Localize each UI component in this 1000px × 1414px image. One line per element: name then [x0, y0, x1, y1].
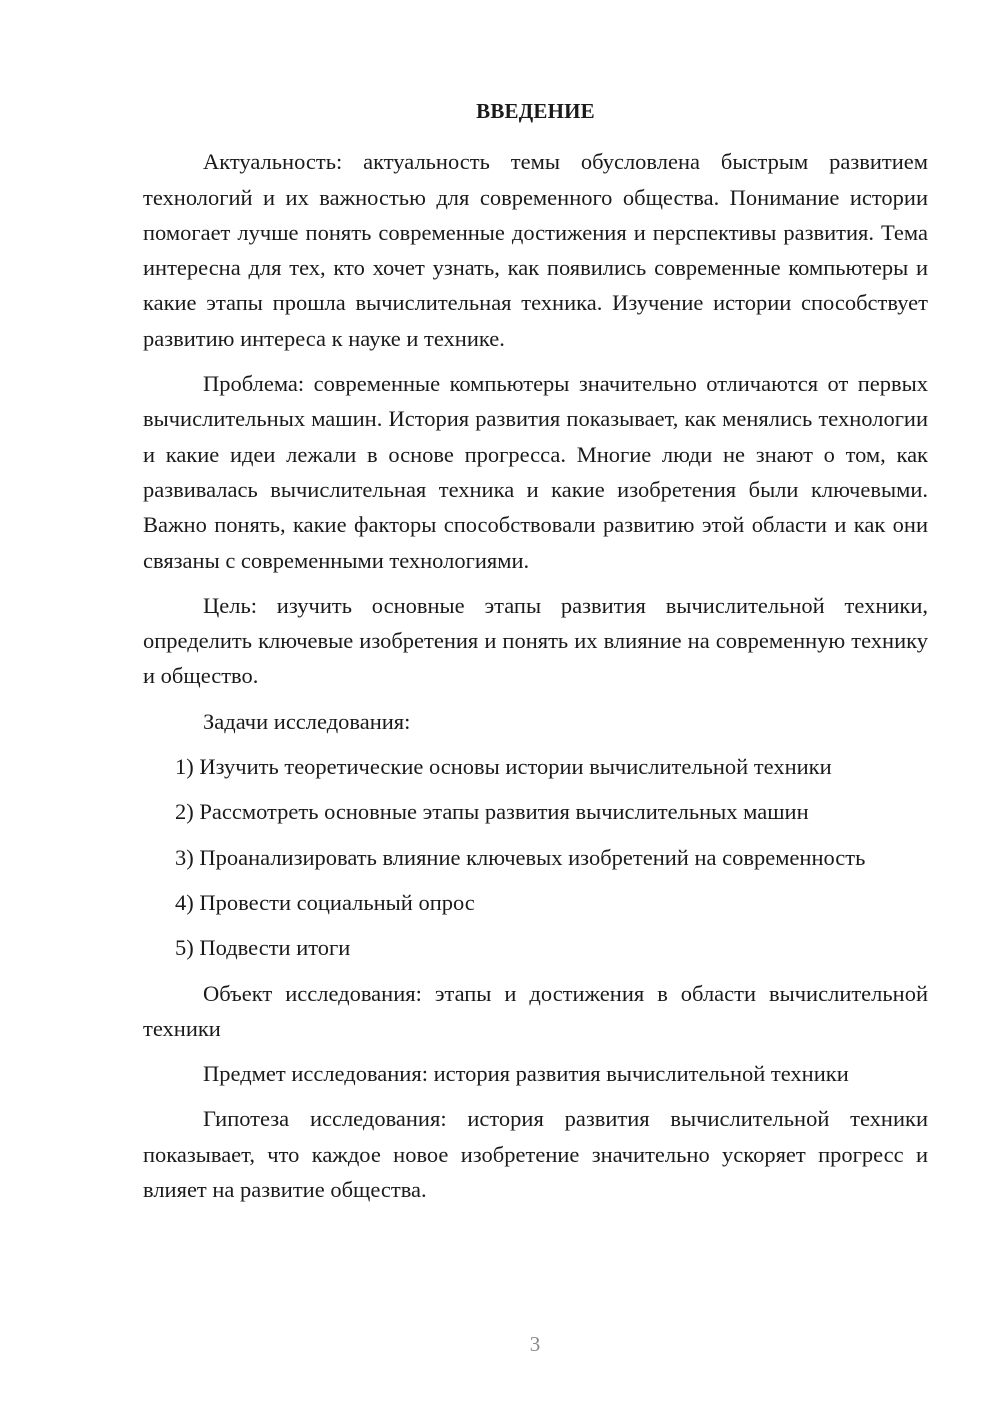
paragraph-tasks-heading: Задачи исследования: — [203, 708, 411, 734]
task-item: 2) Рассмотреть основные этапы развития вычислительных машин — [175, 799, 809, 825]
task-item: 4) Провести социальный опрос — [175, 889, 475, 915]
paragraph-problem: Проблема: современные компьютеры значительно отличаются от первых вычислительных машин. История развития показывает, как менялись технологии и какие идеи лежали в основе прогресса. Многие люди не знают о том, как развивалась вычислительная техника и какие изобретения были ключевыми. Важно понять, какие факторы способствовали развитию этой области и как они связаны с современными технологиями. — [143, 371, 928, 573]
paragraph-object: Объект исследования: этапы и достижения в области вычислительной техники — [143, 980, 928, 1041]
task-item: 3) Проанализировать влияние ключевых изобретений на современность — [175, 844, 866, 870]
task-item: 5) Подвести итоги — [175, 935, 351, 961]
page-content — [143, 94, 928, 1217]
paragraph-goal: Цель: изучить основные этапы развития вычислительной техники, определить ключевые изобретения и понять их влияние на современную технику и общество. — [143, 592, 928, 689]
page-title: ВВЕДЕНИЕ — [476, 99, 595, 123]
task-item: 1) Изучить теоретические основы истории вычислительной техники — [175, 754, 832, 780]
page-number: 3 — [529, 1332, 541, 1356]
paragraph-relevance: Актуальность: актуальность темы обусловлена быстрым развитием технологий и их важностью для современного общества. Понимание истории помогает лучше понять современные достижения и перспективы развития. Тема интересна для тех, кто хочет узнать, как появились современные компьютеры и какие этапы прошла вычислительная техника. Изучение истории способствует развитию интереса к науке и технике. — [143, 149, 928, 351]
paragraph-subject: Предмет исследования: история развития вычислительной техники — [203, 1061, 849, 1087]
paragraph-hypothesis: Гипотеза исследования: история развития вычислительной техники показывает, что каждое новое изобретение значительно ускоряет прогресс и влияет на развитие общества. — [143, 1106, 928, 1203]
